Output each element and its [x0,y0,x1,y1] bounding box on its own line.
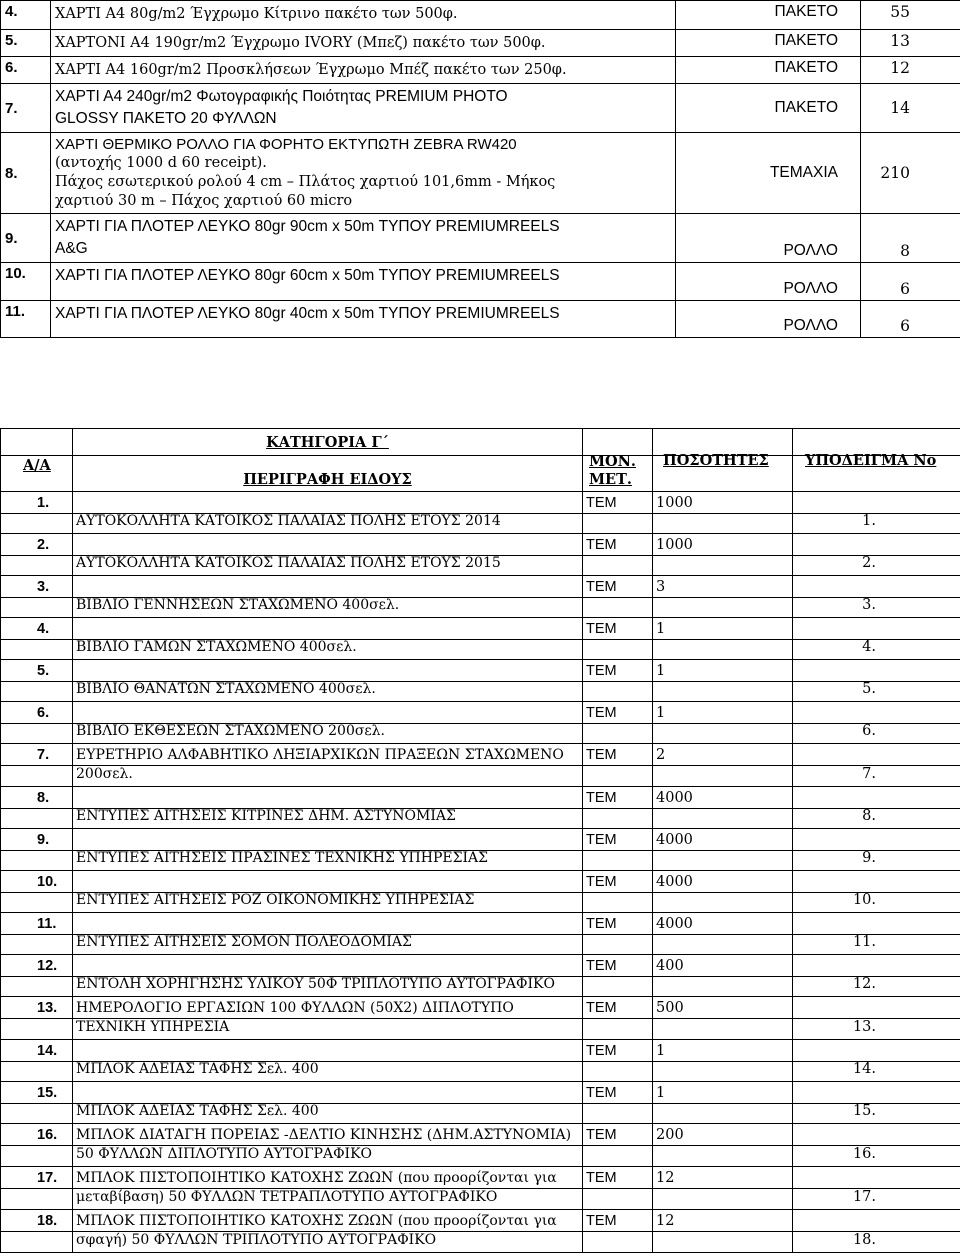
item-unit: ΡΟΛΛΟ [676,214,861,263]
item-description: ΕΝΤΥΠΕΣ ΑΙΤΗΣΕΙΣ ΠΡΑΣΙΝΕΣ ΤΕΧΝΙΚΗΣ ΥΠΗΡΕΣΙΑΣ [73,829,583,871]
item-example-number: 5. [793,660,960,702]
item-number: 5. [1,660,73,702]
item-example-number: 12. [793,955,960,997]
item-number: 3. [1,576,73,618]
item-description: ΧΑΡΤΟΝΙ Α4 190gr/m2 Έγχρωμο IVORY (Μπεζ) πακέτο των 500φ. [51,30,676,57]
table-row [1,1124,960,1167]
item-description: ΜΠΛΟΚ ΑΔΕΙΑΣ ΤΑΦΗΣ Σελ. 400 [73,1082,583,1124]
table-row [1,214,960,263]
item-example-number: 4. [793,618,960,660]
item-example-number: 2. [793,534,960,576]
item-number: 11. [1,913,73,955]
item-example-number: 7. [793,744,960,787]
item-quantity: 1 [653,702,793,744]
table-row [1,534,960,576]
table-row [1,263,960,301]
description-line: Πάχος εσωτερικού ρολού 4 cm – Πλάτος χαρτιού 101,6mm - Μήκος [55,173,671,192]
item-description [51,84,676,133]
item-unit: ΤΕΜ [583,534,653,576]
item-quantity: 1000 [653,492,793,534]
item-quantity: 1 [653,1082,793,1124]
item-quantity: 6 [861,263,960,301]
category-c-table [0,428,960,1253]
item-quantity: 500 [653,997,793,1040]
item-quantity: 1 [653,1040,793,1082]
table-row [1,1167,960,1210]
table-row [1,30,960,57]
item-unit: ΠΑΚΕΤΟ [676,57,861,84]
item-quantity: 4000 [653,829,793,871]
item-unit: ΤΕΜ [583,1167,653,1210]
table-row [1,1,960,30]
item-example-number: 8. [793,787,960,829]
item-description: ΒΙΒΛΙΟ ΘΑΝΑΤΩΝ ΣΤΑΧΩΜΕΝΟ 400σελ. [73,660,583,702]
item-number: 2. [1,534,73,576]
item-quantity: 1000 [653,534,793,576]
item-quantity: 13 [861,30,960,57]
item-unit: ΤΕΜ [583,787,653,829]
item-description: ΜΠΛΟΚ ΑΔΕΙΑΣ ΤΑΦΗΣ Σελ. 400 [73,1040,583,1082]
table-row [1,57,960,84]
item-number: 16. [1,1124,73,1167]
item-unit: ΤΕΜ [583,1040,653,1082]
item-unit: ΤΕΜ [583,618,653,660]
description-line: (αντοχής 1000 d 60 receipt). [55,154,671,173]
item-example-number: 1. [793,492,960,534]
item-quantity: 1 [653,618,793,660]
item-description: ΒΙΒΛΙΟ ΓΑΜΩΝ ΣΤΑΧΩΜΕΝΟ 400σελ. [73,618,583,660]
item-number: 7. [1,744,73,787]
item-unit: ΤΕΜ [583,871,653,913]
header-quantities: ΠΟΣΟΤΗΤΕΣ [653,429,793,492]
item-example-number: 14. [793,1040,960,1082]
item-example-number: 11. [793,913,960,955]
item-description: ΒΙΒΛΙΟ ΓΕΝΝΗΣΕΩΝ ΣΤΑΧΩΜΕΝΟ 400σελ. [73,576,583,618]
item-unit: ΠΑΚΕΤΟ [676,1,861,30]
header-unit: ΜΟΝ. ΜΕΤ. [583,429,653,492]
item-description: ΕΝΤΥΠΕΣ ΑΙΤΗΣΕΙΣ ΡΟΖ ΟΙΚΟΝΟΜΙΚΗΣ ΥΠΗΡΕΣΙΑΣ [73,871,583,913]
table-row [1,660,960,702]
description-line: ΧΑΡΤΙ ΓΙΑ ΠΛΟΤΕΡ ΛΕΥΚΟ 80gr 90cm x 50m ΤΥΠΟΥ PREMIUMREELS [55,216,671,238]
item-number: 7. [1,84,51,133]
item-description: ΧΑΡΤΙ ΓΙΑ ΠΛΟΤΕΡ ΛΕΥΚΟ 80gr 40cm x 50m ΤΥΠΟΥ PREMIUMREELS [51,301,676,338]
item-description: ΧΑΡΤΙ Α4 80g/m2 Έγχρωμο Κίτρινο πακέτο των 500φ. [51,1,676,30]
item-quantity: 3 [653,576,793,618]
item-quantity: 8 [861,214,960,263]
item-quantity: 1 [653,660,793,702]
description-line: GLOSSY ΠΑΚΕΤΟ 20 ΦΥΛΛΩΝ [55,108,671,130]
item-quantity: 14 [861,84,960,133]
table-row [1,301,960,338]
item-example-number: 3. [793,576,960,618]
item-description: ΜΠΛΟΚ ΠΙΣΤΟΠΟΙΗΤΙΚΟ ΚΑΤΟΧΗΣ ΖΩΩΝ (που προορίζονται για σφαγή) 50 ΦΥΛΛΩΝ ΤΡΙΠΛΟΤΥΠΟ ΑΥΤΟΓΡΑΦΙΚΟ [73,1210,583,1253]
item-number: 12. [1,955,73,997]
item-quantity: 4000 [653,787,793,829]
item-quantity: 4000 [653,913,793,955]
item-quantity: 4000 [653,871,793,913]
item-example-number: 6. [793,702,960,744]
item-number: 1. [1,492,73,534]
item-unit: ΤΕΜ [583,576,653,618]
item-description: ΜΠΛΟΚ ΠΙΣΤΟΠΟΙΗΤΙΚΟ ΚΑΤΟΧΗΣ ΖΩΩΝ (που προορίζονται για μεταβίβαση) 50 ΦΥΛΛΩΝ ΤΕΤΡΑΠΛΟΤΥΠΟ ΑΥΤΟΓΡΑΦΙΚΟ [73,1167,583,1210]
item-number: 13. [1,997,73,1040]
category-items [1,492,960,1253]
table-row [1,492,960,534]
category-title: ΚΑΤΗΓΟΡΙΑ Γ΄ [76,431,579,452]
header-description-cell [73,429,583,492]
item-quantity: 200 [653,1124,793,1167]
item-number: 10. [1,263,51,301]
item-description: ΑΥΤΟΚΟΛΛΗΤΑ ΚΑΤΟΙΚΟΣ ΠΑΛΑΙΑΣ ΠΟΛΗΣ ΕΤΟΥΣ 2015 [73,534,583,576]
item-number: 6. [1,702,73,744]
item-example-number: 17. [793,1167,960,1210]
item-number: 8. [1,133,51,214]
item-number: 4. [1,618,73,660]
item-number: 14. [1,1040,73,1082]
item-description: ΗΜΕΡΟΛΟΓΙΟ ΕΡΓΑΣΙΩΝ 100 ΦΥΛΛΩΝ (50Χ2) ΔΙΠΛΟΤΥΠΟ ΤΕΧΝΙΚΗ ΥΠΗΡΕΣΙΑ [73,997,583,1040]
item-number: 8. [1,787,73,829]
description-line: ΧΑΡΤΙ ΘΕΡΜΙΚΟ ΡΟΛΛΟ ΓΙΑ ΦΟΡΗΤΟ ΕΚΤΥΠΩΤΗ ZEBRA RW420 [55,135,671,154]
item-unit: ΤΕΜ [583,1210,653,1253]
item-unit: ΤΕΜ [583,1124,653,1167]
item-quantity: 400 [653,955,793,997]
item-description: ΕΝΤΟΛΗ ΧΟΡΗΓΗΣΗΣ ΥΛΙΚΟΥ 50Φ ΤΡΙΠΛΟΤΥΠΟ ΑΥΤΟΓΡΑΦΙΚΟ [73,955,583,997]
table-row [1,618,960,660]
item-number: 6. [1,57,51,84]
table-row [1,744,960,787]
item-unit: ΤΕΜΑΧΙΑ [676,133,861,214]
item-example-number: 9. [793,829,960,871]
description-line: χαρτιού 30 m – Πάχος χαρτιού 60 micro [55,192,671,211]
item-description: ΕΝΤΥΠΕΣ ΑΙΤΗΣΕΙΣ ΚΙΤΡΙΝΕΣ ΔΗΜ. ΑΣΤΥΝΟΜΙΑΣ [73,787,583,829]
item-description [51,133,676,214]
item-description: ΜΠΛΟΚ ΔΙΑΤΑΓΗ ΠΟΡΕΙΑΣ -ΔΕΛΤΙΟ ΚΙΝΗΣΗΣ (ΔΗΜ.ΑΣΤΥΝΟΜΙΑ) 50 ΦΥΛΛΩΝ ΔΙΠΛΟΤΥΠΟ ΑΥΤΟΓΡΑΦΙΚΟ [73,1124,583,1167]
header-description: ΠΕΡΙΓΡΑΦΗ ΕΙΔΟΥΣ [76,452,579,489]
description-line: ΧΑΡΤΙ Α4 240gr/m2 Φωτογραφικής Ποιότητας PREMIUM PHOTO [55,86,671,108]
item-quantity: 12 [653,1167,793,1210]
table-row [1,1040,960,1082]
item-quantity: 12 [653,1210,793,1253]
table-row [1,702,960,744]
header-aa: Α/Α [1,429,73,492]
item-unit: ΡΟΛΛΟ [676,301,861,338]
item-description: ΑΥΤΟΚΟΛΛΗΤΑ ΚΑΤΟΙΚΟΣ ΠΑΛΑΙΑΣ ΠΟΛΗΣ ΕΤΟΥΣ 2014 [73,492,583,534]
table-row [1,913,960,955]
item-example-number: 16. [793,1124,960,1167]
item-quantity: 12 [861,57,960,84]
table-row [1,1082,960,1124]
item-unit: ΤΕΜ [583,829,653,871]
item-unit: ΤΕΜ [583,955,653,997]
item-quantity: 2 [653,744,793,787]
item-number: 9. [1,829,73,871]
table-row [1,787,960,829]
item-example-number: 13. [793,997,960,1040]
item-description: ΧΑΡΤΙ Α4 160gr/m2 Προσκλήσεων Έγχρωμο Μπέζ πακέτο των 250φ. [51,57,676,84]
item-unit: ΤΕΜ [583,913,653,955]
table-row [1,133,960,214]
item-number: 10. [1,871,73,913]
item-unit: ΤΕΜ [583,702,653,744]
item-number: 15. [1,1082,73,1124]
item-unit: ΤΕΜ [583,660,653,702]
table-row [1,1210,960,1253]
paper-items-table [0,0,960,338]
item-quantity: 6 [861,301,960,338]
table-row [1,84,960,133]
item-example-number: 15. [793,1082,960,1124]
item-number: 5. [1,30,51,57]
table-row [1,997,960,1040]
item-example-number: 10. [793,871,960,913]
item-number: 17. [1,1167,73,1210]
item-unit: ΤΕΜ [583,1082,653,1124]
item-unit: ΠΑΚΕΤΟ [676,84,861,133]
description-line: A&G [55,238,671,260]
item-unit: ΡΟΛΛΟ [676,263,861,301]
item-number: 18. [1,1210,73,1253]
table-row [1,871,960,913]
item-description: ΕΥΡΕΤΗΡΙΟ ΑΛΦΑΒΗΤΙΚΟ ΛΗΞΙΑΡΧΙΚΩΝ ΠΡΑΞΕΩΝ ΣΤΑΧΩΜΕΝΟ 200σελ. [73,744,583,787]
item-number: 4. [1,1,51,30]
table-row [1,576,960,618]
table-header-row [1,429,960,492]
item-number: 9. [1,214,51,263]
header-example: ΥΠΟΔΕΙΓΜΑ Νο [793,429,960,492]
item-number: 11. [1,301,51,338]
item-quantity: 210 [861,133,960,214]
item-unit: ΤΕΜ [583,744,653,787]
item-quantity: 55 [861,1,960,30]
item-unit: ΤΕΜ [583,997,653,1040]
item-description: ΧΑΡΤΙ ΓΙΑ ΠΛΟΤΕΡ ΛΕΥΚΟ 80gr 60cm x 50m ΤΥΠΟΥ PREMIUMREELS [51,263,676,301]
table-row [1,829,960,871]
table-row [1,955,960,997]
item-description: ΒΙΒΛΙΟ ΕΚΘΕΣΕΩΝ ΣΤΑΧΩΜΕΝΟ 200σελ. [73,702,583,744]
item-unit: ΠΑΚΕΤΟ [676,30,861,57]
item-unit: ΤΕΜ [583,492,653,534]
item-description: ΕΝΤΥΠΕΣ ΑΙΤΗΣΕΙΣ ΣΟΜΟΝ ΠΟΛΕΟΔΟΜΙΑΣ [73,913,583,955]
item-example-number: 18. [793,1210,960,1253]
item-description [51,214,676,263]
